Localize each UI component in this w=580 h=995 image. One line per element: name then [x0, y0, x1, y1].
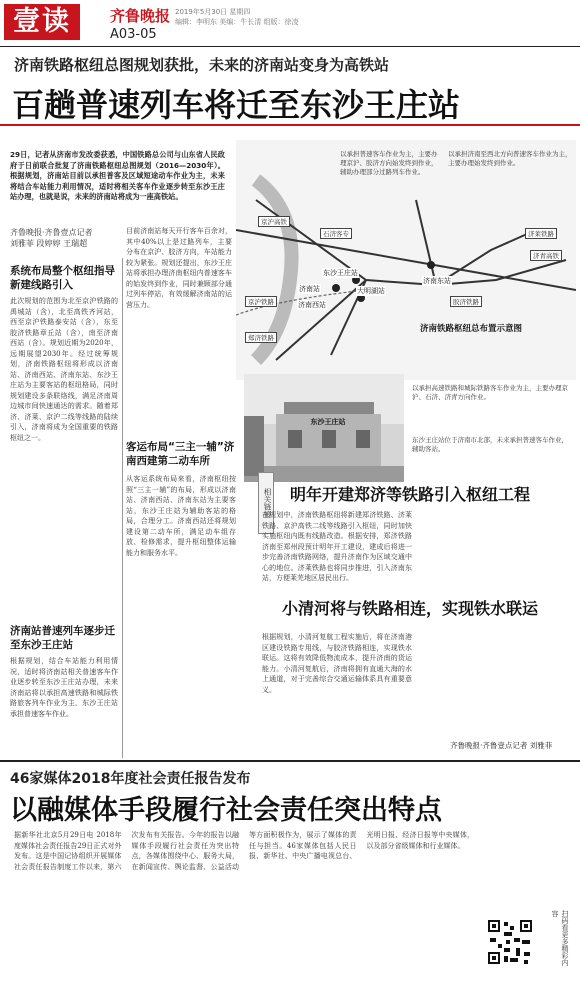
issue-date: 2019年5月30日 星期四: [175, 8, 251, 16]
map-line-jinghu-hsr: 京沪高铁: [258, 216, 290, 227]
editor-credits: 编辑：李明东 美编：牛长清 组版：徐凌: [175, 18, 299, 26]
qr-code[interactable]: [486, 918, 534, 966]
article1-body3: 目前济南站每天开行客车百余对，其中40%以上是过路列车，主要分布在京沪、胶济方向，车站能力较为紧张。规划还提出，东沙王庄站将承担办理济南枢纽内普速客车的始发终到作业，同时兼顾部分通过列车停站，有效缓解济南站的运营压力。: [126, 227, 232, 309]
article1-body2: 根据规划，结合车站能力利用情况，适时将济南站相关普速客车作业逐步转至东沙王庄站办理，未来济南站将以承担高速铁路和城际铁路旅客列车作业为主，东沙王庄站承担普速客车作业。: [10, 657, 118, 718]
article1-headline: 百趟普速列车将迁至东沙王庄站: [12, 86, 461, 124]
byline-names: 刘雅菲 段婷婷 王瑞超: [10, 239, 88, 248]
article1-lead: 29日，记者从济南市发改委获悉，中国铁路总公司与山东省人民政府于日前联合批复了济南铁路枢纽总图规划（2016—2030年）。根据规划，济南站目前以承担普客及区域短途动车作业为主，未来将结合车站能力利用情况，适时将相关客车作业逐步转至东沙王庄站办理，也就是说，未来的济南站将成为一座高铁站。: [10, 150, 225, 201]
subhead-2: 济南站普速列车逐步迁至东沙王庄站: [10, 625, 115, 651]
article3-title: 小清河将与铁路相连，实现铁水联运: [282, 599, 539, 618]
article1-kicker: 济南铁路枢纽总图规划获批，未来的济南站变身为高铁站: [14, 56, 390, 74]
newspaper-brand: 齐鲁晚报: [110, 7, 171, 25]
map-line-jiqing: 济青高铁: [530, 250, 562, 261]
article3-byline: 齐鲁晚报·齐鲁壹点记者 刘雅菲: [450, 741, 553, 750]
header-rule: [0, 46, 580, 47]
station-photo: [244, 374, 404, 482]
subhead-3: 客运布局“三主一辅”济南西建第二动车所: [126, 441, 235, 467]
article4-headline: 以融媒体手段履行社会责任突出特点: [10, 795, 442, 826]
article1-body1: 此次规划的范围为北至京沪铁路的禹城站（含），北至高铁齐河站，西至京沪铁路泰安站（含），东至胶济铁路章丘站（含），南至济南西站（含）。规划近期为2020年，远期展望2030年。经过统筹规划，济南铁路枢纽将形成以济南站、济南西站、济南东站、东沙王庄站为主要客站的枢纽格局，同时规划建设多条联络线，满足济南周边城市间快速通达的需求。随着郑济、济莱、京沪二线等线路的陆续引入，济南将成为全国重要的铁路枢纽之一。: [10, 297, 118, 442]
section-badge: 壹读: [4, 4, 80, 40]
byline-org: 齐鲁晚报·齐鲁壹点记者: [10, 228, 93, 237]
qr-caption: 扫码看更多精彩内容: [551, 910, 569, 966]
article4-body: 据新华社北京5月29日电 2018年度媒体社会责任报告29日正式对外发布。这是中国记协组织开展媒体社会责任报告制度工作以来，第六次发布有关报告。今年的报告以融媒体手段履行社会责任为突出特点，各媒体围绕中心、服务大局，在新闻宣传、舆论监督、公益活动等方面积极作为，展示了媒体的责任与担当。46家媒体包括人民日报、新华社、中央广播电视总台、光明日报、经济日报等中央媒体，以及部分省级媒体和行业媒体。: [14, 831, 474, 871]
page-number: A03-05: [110, 27, 157, 42]
map-label-daminghu: 大明湖站: [357, 287, 385, 295]
map-line-shiji: 石济客专: [320, 228, 352, 239]
map-label-jinan-west: 济南西站: [298, 301, 326, 309]
photo-station-sign: 东沙王庄站: [310, 418, 346, 426]
map-line-jilai: 济莱铁路: [525, 228, 557, 239]
map-title: 济南铁路枢纽总布置示意图: [420, 324, 523, 334]
subhead-1: 系统布局整个枢纽指导新建线路引入: [10, 265, 115, 291]
map-line-zhengji: 郑济铁路: [245, 332, 277, 343]
map-line-jinghu: 京沪铁路: [245, 296, 277, 307]
map-label-jinan-east: 济南东站: [423, 277, 451, 285]
map-label-dongshawangzhuang: 东沙王庄站: [323, 269, 358, 277]
article1-body4: 从客运系统布局来看，济南枢纽按照“三主一辅”的布局，形成以济南站、济南西站、济南东站为主要客站，东沙王庄站为辅助客站的格局，合理分工。济南西站还将规划建设第二动车所，满足动车组存放、检修需求，提升枢纽整体运输能力和服务水平。: [126, 475, 236, 557]
map-note-2: 以承担济南至西北方向普速客车作业为主，主要办理始发终到作业。: [448, 150, 572, 167]
headline-rule: [0, 124, 580, 126]
map-note-1: 以承担普速客车作业为主，主要办理京沪、胶济方向始发终到作业，辅助办理部分过路列车作业。: [340, 150, 438, 176]
map-note-3: 以承担高速铁路和城际铁路客车作业为主，主要办理京沪、石济、济青方向作业。: [412, 384, 568, 401]
section-rule: [0, 760, 580, 762]
article3-body: 根据规划，小清河复航工程实施后，将在济南港区建设铁路专用线，与胶济铁路相连，实现铁水联运。这将有效降低物流成本，提升济南的货运能力。小清河复航后，济南将拥有直通大海的水上通道，对于完善综合交通运输体系具有重要意义。: [262, 633, 412, 694]
article2-body-cont: [420, 510, 576, 596]
article1-byline: [10, 227, 93, 249]
article4-kicker: 46家媒体2018年度社会责任报告发布: [10, 771, 251, 787]
map-note-4: 东沙王庄站位于济南市北部，未来承担普速客车作业，辅助客站。: [412, 436, 568, 453]
article2-title: 明年开建郑济等铁路引入枢纽工程: [290, 485, 531, 504]
map-label-jinan-station: 济南站: [299, 285, 320, 293]
article2-body: 在规划中，济南铁路枢纽将新建郑济铁路、济莱铁路、京沪高铁二线等线路引入枢纽，同时加快实施枢纽内既有线路改造。根据安排，郑济铁路济南至郑州段预计明年开工建设，建成后将进一步完善济南铁路网络，提升济南作为区域交通中心的地位。济莱铁路也将同步推进，引入济南东站，方便莱芜地区居民出行。: [262, 511, 412, 582]
map-line-jiaoji: 胶济铁路: [450, 296, 482, 307]
related-links-label: 相关链接: [258, 472, 274, 534]
column-divider: [122, 258, 123, 758]
